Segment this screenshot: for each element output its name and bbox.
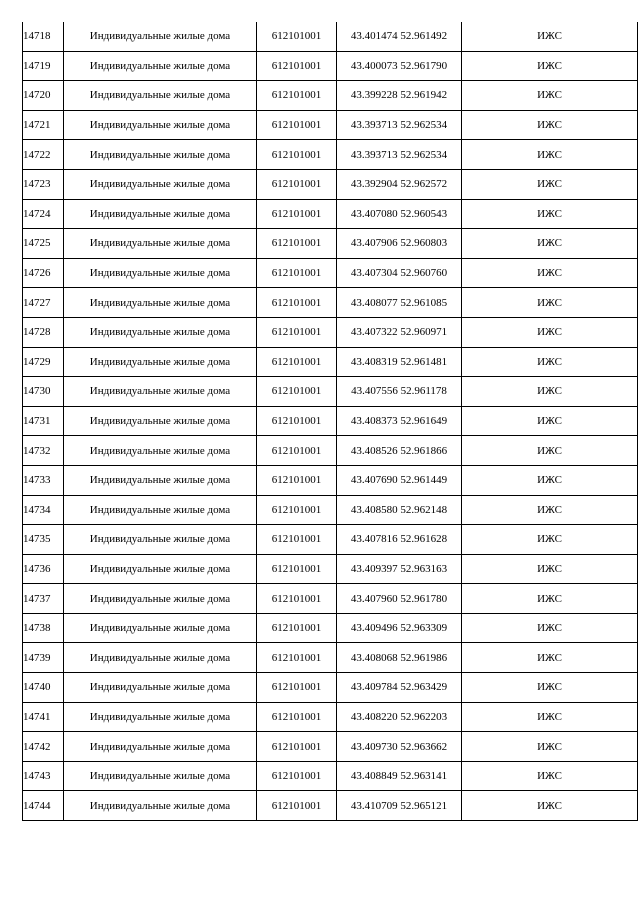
table-row <box>23 525 638 555</box>
object-type-cell: Индивидуальные жилые дома <box>64 140 257 170</box>
coordinates-cell: 43.408373 52.961649 <box>337 406 462 436</box>
coordinates-cell: 43.393713 52.962534 <box>337 110 462 140</box>
record-id-cell: 14727 <box>23 288 64 318</box>
object-type-cell: Индивидуальные жилые дома <box>64 317 257 347</box>
table-row <box>23 495 638 525</box>
coordinates-cell: 43.407322 52.960971 <box>337 317 462 347</box>
table-row <box>23 169 638 199</box>
record-id-cell: 14731 <box>23 406 64 436</box>
code-cell: 612101001 <box>257 229 337 259</box>
coordinates-cell: 43.407906 52.960803 <box>337 229 462 259</box>
object-type-cell: Индивидуальные жилые дома <box>64 51 257 81</box>
record-id-cell: 14742 <box>23 732 64 762</box>
land-use-cell: ИЖС <box>462 495 638 525</box>
record-id-cell: 14733 <box>23 465 64 495</box>
object-type-cell: Индивидуальные жилые дома <box>64 377 257 407</box>
coordinates-cell: 43.409730 52.963662 <box>337 732 462 762</box>
table-row <box>23 51 638 81</box>
land-use-cell: ИЖС <box>462 613 638 643</box>
record-id-cell: 14741 <box>23 702 64 732</box>
object-type-cell: Индивидуальные жилые дома <box>64 110 257 140</box>
code-cell: 612101001 <box>257 465 337 495</box>
table-row <box>23 436 638 466</box>
coordinates-cell: 43.407816 52.961628 <box>337 525 462 555</box>
table-row <box>23 317 638 347</box>
code-cell: 612101001 <box>257 791 337 821</box>
code-cell: 612101001 <box>257 347 337 377</box>
object-type-cell: Индивидуальные жилые дома <box>64 702 257 732</box>
code-cell: 612101001 <box>257 288 337 318</box>
code-cell: 612101001 <box>257 110 337 140</box>
code-cell: 612101001 <box>257 81 337 111</box>
record-id-cell: 14738 <box>23 613 64 643</box>
land-use-cell: ИЖС <box>462 258 638 288</box>
record-id-cell: 14744 <box>23 791 64 821</box>
code-cell: 612101001 <box>257 554 337 584</box>
record-id-cell: 14720 <box>23 81 64 111</box>
land-use-cell: ИЖС <box>462 436 638 466</box>
coordinates-cell: 43.392904 52.962572 <box>337 169 462 199</box>
coordinates-cell: 43.408580 52.962148 <box>337 495 462 525</box>
object-type-cell: Индивидуальные жилые дома <box>64 732 257 762</box>
object-type-cell: Индивидуальные жилые дома <box>64 613 257 643</box>
object-type-cell: Индивидуальные жилые дома <box>64 465 257 495</box>
object-type-cell: Индивидуальные жилые дома <box>64 761 257 791</box>
record-id-cell: 14735 <box>23 525 64 555</box>
table-row <box>23 791 638 821</box>
object-type-cell: Индивидуальные жилые дома <box>64 525 257 555</box>
table-row <box>23 258 638 288</box>
table-row <box>23 643 638 673</box>
coordinates-cell: 43.401474 52.961492 <box>337 22 462 51</box>
land-use-cell: ИЖС <box>462 229 638 259</box>
record-id-cell: 14736 <box>23 554 64 584</box>
record-id-cell: 14739 <box>23 643 64 673</box>
land-use-cell: ИЖС <box>462 288 638 318</box>
record-id-cell: 14718 <box>23 22 64 51</box>
table-row <box>23 465 638 495</box>
table-row <box>23 584 638 614</box>
land-use-cell: ИЖС <box>462 377 638 407</box>
land-use-cell: ИЖС <box>462 465 638 495</box>
coordinates-cell: 43.408849 52.963141 <box>337 761 462 791</box>
coordinates-cell: 43.407690 52.961449 <box>337 465 462 495</box>
coordinates-cell: 43.393713 52.962534 <box>337 140 462 170</box>
object-type-cell: Индивидуальные жилые дома <box>64 258 257 288</box>
record-id-cell: 14732 <box>23 436 64 466</box>
object-type-cell: Индивидуальные жилые дома <box>64 495 257 525</box>
record-id-cell: 14726 <box>23 258 64 288</box>
coordinates-cell: 43.408220 52.962203 <box>337 702 462 732</box>
record-id-cell: 14728 <box>23 317 64 347</box>
object-type-cell: Индивидуальные жилые дома <box>64 554 257 584</box>
object-type-cell: Индивидуальные жилые дома <box>64 436 257 466</box>
object-type-cell: Индивидуальные жилые дома <box>64 169 257 199</box>
record-id-cell: 14737 <box>23 584 64 614</box>
land-use-cell: ИЖС <box>462 110 638 140</box>
coordinates-cell: 43.410709 52.965121 <box>337 791 462 821</box>
coordinates-cell: 43.407080 52.960543 <box>337 199 462 229</box>
land-use-cell: ИЖС <box>462 81 638 111</box>
code-cell: 612101001 <box>257 317 337 347</box>
object-type-cell: Индивидуальные жилые дома <box>64 791 257 821</box>
coordinates-cell: 43.408526 52.961866 <box>337 436 462 466</box>
land-use-cell: ИЖС <box>462 140 638 170</box>
land-use-cell: ИЖС <box>462 584 638 614</box>
code-cell: 612101001 <box>257 406 337 436</box>
coordinates-cell: 43.399228 52.961942 <box>337 81 462 111</box>
object-type-cell: Индивидуальные жилые дома <box>64 22 257 51</box>
table-row <box>23 732 638 762</box>
land-use-cell: ИЖС <box>462 791 638 821</box>
code-cell: 612101001 <box>257 673 337 703</box>
object-type-cell: Индивидуальные жилые дома <box>64 347 257 377</box>
land-use-cell: ИЖС <box>462 22 638 51</box>
coordinates-cell: 43.408319 52.961481 <box>337 347 462 377</box>
land-use-cell: ИЖС <box>462 673 638 703</box>
object-type-cell: Индивидуальные жилые дома <box>64 288 257 318</box>
coordinates-cell: 43.408077 52.961085 <box>337 288 462 318</box>
code-cell: 612101001 <box>257 761 337 791</box>
record-id-cell: 14729 <box>23 347 64 377</box>
code-cell: 612101001 <box>257 525 337 555</box>
code-cell: 612101001 <box>257 436 337 466</box>
table-row <box>23 110 638 140</box>
records-table <box>22 22 638 821</box>
table-row <box>23 229 638 259</box>
land-use-cell: ИЖС <box>462 702 638 732</box>
land-use-cell: ИЖС <box>462 761 638 791</box>
table-row <box>23 199 638 229</box>
table-row <box>23 673 638 703</box>
coordinates-cell: 43.407556 52.961178 <box>337 377 462 407</box>
table-row <box>23 702 638 732</box>
record-id-cell: 14740 <box>23 673 64 703</box>
table-row <box>23 554 638 584</box>
land-use-cell: ИЖС <box>462 525 638 555</box>
coordinates-cell: 43.409496 52.963309 <box>337 613 462 643</box>
code-cell: 612101001 <box>257 140 337 170</box>
coordinates-cell: 43.407960 52.961780 <box>337 584 462 614</box>
table-row <box>23 613 638 643</box>
table-row <box>23 140 638 170</box>
object-type-cell: Индивидуальные жилые дома <box>64 643 257 673</box>
object-type-cell: Индивидуальные жилые дома <box>64 673 257 703</box>
coordinates-cell: 43.407304 52.960760 <box>337 258 462 288</box>
object-type-cell: Индивидуальные жилые дома <box>64 81 257 111</box>
record-id-cell: 14734 <box>23 495 64 525</box>
table-row <box>23 761 638 791</box>
record-id-cell: 14723 <box>23 169 64 199</box>
land-use-cell: ИЖС <box>462 732 638 762</box>
land-use-cell: ИЖС <box>462 554 638 584</box>
record-id-cell: 14724 <box>23 199 64 229</box>
land-use-cell: ИЖС <box>462 51 638 81</box>
record-id-cell: 14722 <box>23 140 64 170</box>
table-row <box>23 22 638 51</box>
code-cell: 612101001 <box>257 643 337 673</box>
code-cell: 612101001 <box>257 199 337 229</box>
table-row <box>23 288 638 318</box>
table-row <box>23 81 638 111</box>
object-type-cell: Индивидуальные жилые дома <box>64 199 257 229</box>
land-use-cell: ИЖС <box>462 347 638 377</box>
code-cell: 612101001 <box>257 51 337 81</box>
record-id-cell: 14721 <box>23 110 64 140</box>
object-type-cell: Индивидуальные жилые дома <box>64 406 257 436</box>
code-cell: 612101001 <box>257 732 337 762</box>
land-use-cell: ИЖС <box>462 643 638 673</box>
object-type-cell: Индивидуальные жилые дома <box>64 584 257 614</box>
coordinates-cell: 43.409784 52.963429 <box>337 673 462 703</box>
coordinates-cell: 43.408068 52.961986 <box>337 643 462 673</box>
table-row <box>23 377 638 407</box>
code-cell: 612101001 <box>257 613 337 643</box>
record-id-cell: 14730 <box>23 377 64 407</box>
land-use-cell: ИЖС <box>462 317 638 347</box>
table-row <box>23 406 638 436</box>
record-id-cell: 14743 <box>23 761 64 791</box>
land-use-cell: ИЖС <box>462 406 638 436</box>
land-use-cell: ИЖС <box>462 199 638 229</box>
record-id-cell: 14725 <box>23 229 64 259</box>
code-cell: 612101001 <box>257 169 337 199</box>
land-use-cell: ИЖС <box>462 169 638 199</box>
code-cell: 612101001 <box>257 22 337 51</box>
code-cell: 612101001 <box>257 495 337 525</box>
coordinates-cell: 43.400073 52.961790 <box>337 51 462 81</box>
records-table-body <box>23 22 638 821</box>
code-cell: 612101001 <box>257 702 337 732</box>
object-type-cell: Индивидуальные жилые дома <box>64 229 257 259</box>
code-cell: 612101001 <box>257 377 337 407</box>
coordinates-cell: 43.409397 52.963163 <box>337 554 462 584</box>
code-cell: 612101001 <box>257 584 337 614</box>
table-row <box>23 347 638 377</box>
code-cell: 612101001 <box>257 258 337 288</box>
record-id-cell: 14719 <box>23 51 64 81</box>
